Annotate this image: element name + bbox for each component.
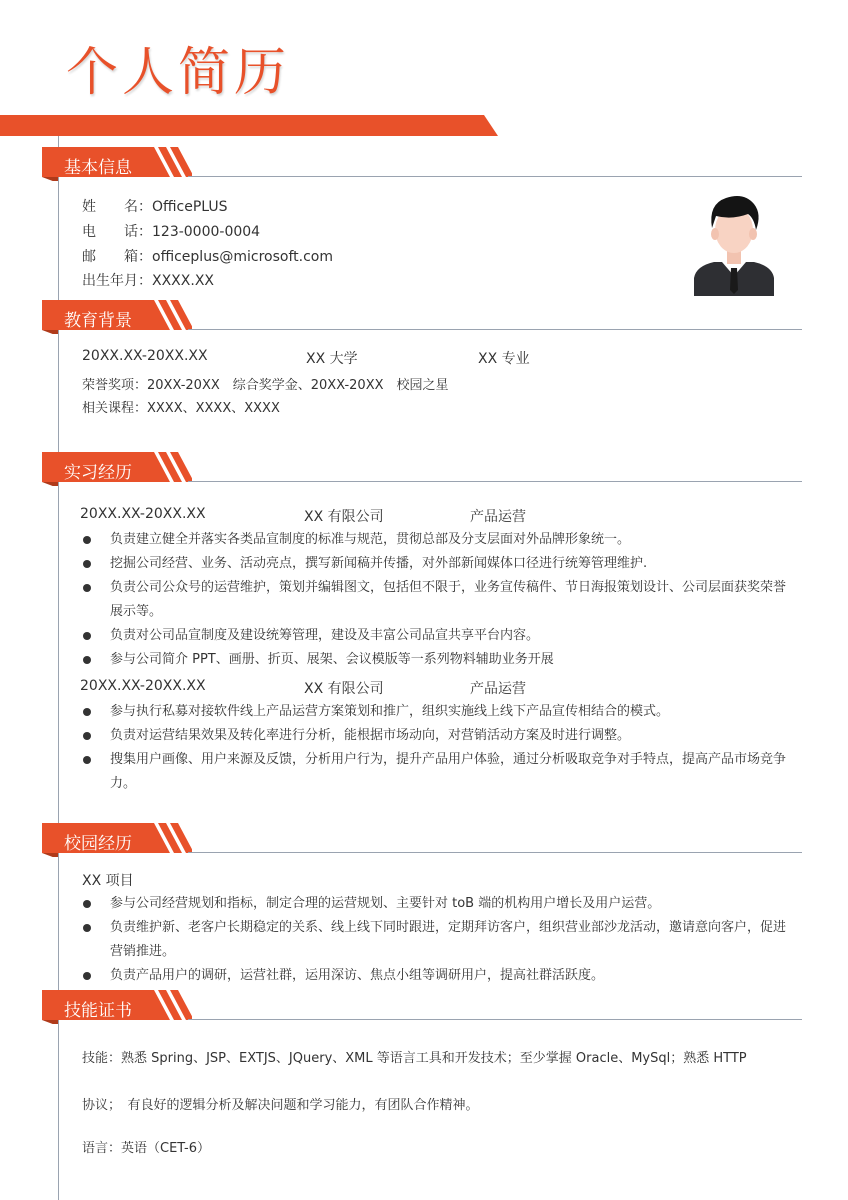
list-item: 负责建立健全并落实各类品宣制度的标准与规范，贯彻总部及分支层面对外品牌形象统一。 [80, 528, 790, 552]
list-item: 负责对公司品宣制度及建设统筹管理，建设及丰富公司品宣共享平台内容。 [80, 624, 790, 648]
phone-label: 电 话： [82, 224, 152, 240]
skills-line-1: 技能：熟悉 Spring、JSP、EXTJS、JQuery、XML 等语言工具和开发技术；至少掌握 Oracle、MySql；熟悉 HTTP [82, 1051, 747, 1066]
internship-2-company: XX 有限公司 [304, 681, 384, 697]
education-major: XX 专业 [478, 351, 530, 367]
section-title-basic: 基本信息 [64, 158, 132, 178]
education-school: XX 大学 [306, 351, 358, 367]
internship-1-company: XX 有限公司 [304, 509, 384, 525]
email-value: officeplus@microsoft.com [152, 249, 333, 265]
name-row [82, 196, 228, 216]
email-row [82, 246, 333, 266]
list-item: 负责维护新、老客户长期稳定的关系、线上线下同时跟进，定期拜访客户，组织营业部沙龙活动，邀请意向客户，促进营销推进。 [80, 916, 790, 964]
internship-1-duties [80, 528, 790, 672]
campus-project: XX 项目 [82, 873, 134, 889]
phone-row [82, 221, 260, 241]
education-awards: 荣誉奖项：20XX-20XX 综合奖学金、20XX-20XX 校园之星 [82, 378, 449, 393]
section-divider [188, 481, 802, 482]
section-header-skills [42, 990, 192, 1024]
top-accent-bar [0, 115, 498, 136]
list-item: 参与公司经营规划和指标，制定合理的运营规划、主要针对 toB 端的机构用户增长及用户运营。 [80, 892, 790, 916]
list-item: 负责公司公众号的运营维护，策划并编辑图文，包括但不限于，业务宣传稿件、节日海报策划设计、公司层面获奖荣誉展示等。 [80, 576, 790, 624]
section-divider [188, 329, 802, 330]
name-value: OfficePLUS [152, 199, 228, 215]
internship-1-role: 产品运营 [470, 509, 526, 525]
section-header-basic [42, 147, 192, 181]
skills-line-3: 语言：英语（CET-6） [82, 1141, 211, 1156]
internship-2-period: 20XX.XX-20XX.XX [80, 678, 206, 694]
list-item: 负责产品用户的调研，运营社群，运用深访、焦点小组等调研用户，提高社群活跃度。 [80, 964, 790, 988]
section-divider [188, 852, 802, 853]
list-item: 参与执行私募对接软件线上产品运营方案策划和推广，组织实施线上线下产品宣传相结合的模式。 [80, 700, 790, 724]
avatar-icon [692, 190, 776, 296]
list-item: 挖掘公司经营、业务、活动亮点，撰写新闻稿并传播，对外部新闻媒体口径进行统筹管理维护. [80, 552, 790, 576]
page-title: 个人简历 [66, 43, 291, 103]
education-period: 20XX.XX-20XX.XX [82, 348, 208, 364]
list-item: 参与公司简介 PPT、画册、折页、展架、会议模版等一系列物料辅助业务开展 [80, 648, 790, 672]
list-item: 负责对运营结果效果及转化率进行分析，能根据市场动向，对营销活动方案及时进行调整。 [80, 724, 790, 748]
birth-row [82, 270, 214, 290]
education-courses: 相关课程：XXXX、XXXX、XXXX [82, 401, 280, 416]
section-divider [188, 176, 802, 177]
timeline-line [58, 136, 59, 1200]
section-header-campus [42, 823, 192, 857]
internship-2-duties [80, 700, 790, 796]
skills-line-2: 协议； 有良好的逻辑分析及解决问题和学习能力，有团队合作精神。 [82, 1098, 479, 1113]
birth-value: XXXX.XX [152, 273, 214, 289]
section-divider [188, 1019, 802, 1020]
internship-1-period: 20XX.XX-20XX.XX [80, 506, 206, 522]
section-title-education: 教育背景 [64, 311, 132, 331]
campus-duties [80, 892, 790, 988]
phone-value: 123-0000-0004 [152, 224, 261, 240]
section-title-skills: 技能证书 [64, 1001, 132, 1021]
section-title-internship: 实习经历 [64, 463, 132, 483]
name-label: 姓 名： [82, 199, 152, 215]
list-item: 搜集用户画像、用户来源及反馈，分析用户行为，提升产品用户体验，通过分析吸取竞争对手特点，提高产品市场竞争力。 [80, 748, 790, 796]
section-header-internship [42, 452, 192, 486]
birth-label: 出生年月： [82, 273, 152, 289]
internship-2-role: 产品运营 [470, 681, 526, 697]
email-label: 邮 箱： [82, 249, 152, 265]
section-header-education [42, 300, 192, 334]
section-title-campus: 校园经历 [64, 834, 132, 854]
